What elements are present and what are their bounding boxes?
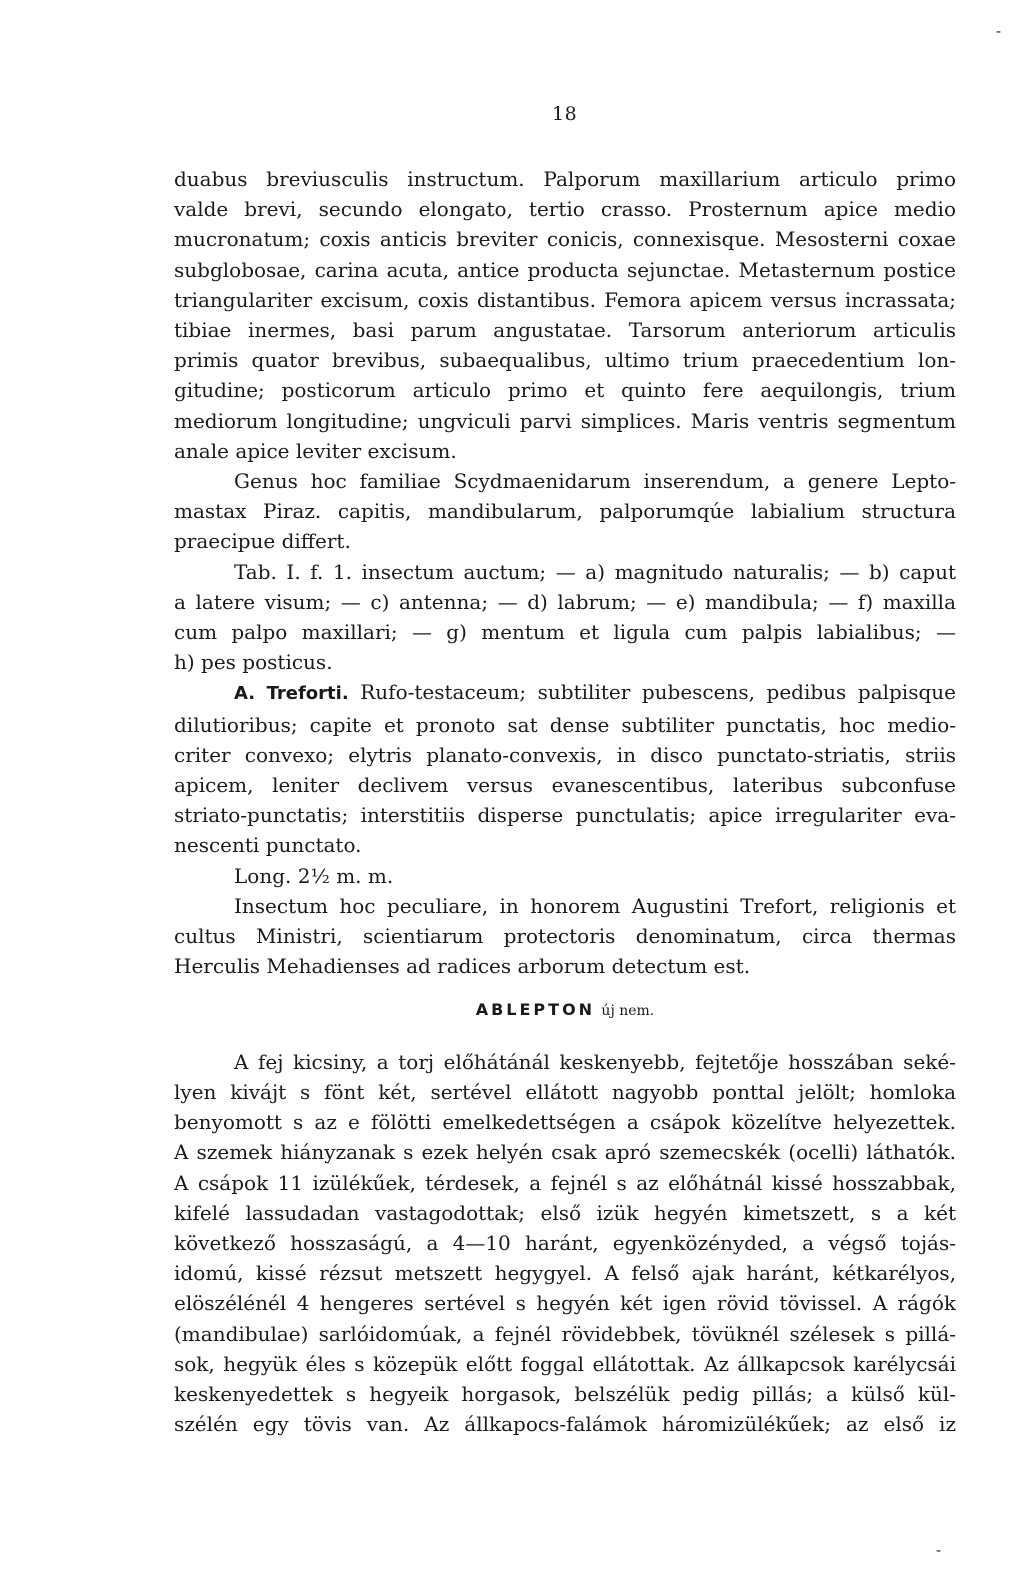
text-line: idomú, kissé rézsut metszett hegygyel. A felső ajak haránt, kétkarélyos,	[174, 1261, 956, 1286]
paragraph-dedication	[174, 891, 956, 982]
text-line: szélén egy tövis van. Az állkapocs-falámok háromizülékűek; az első iz	[174, 1412, 956, 1437]
text-line: triangulariter excisum, coxis distantibus. Femora apicem versus incrassata;	[174, 287, 956, 312]
text-line: mediorum longitudine; ungviculi parvi simplices. Maris ventris segmentum	[174, 408, 956, 433]
species-first-line: Rufo-testaceum; subtiliter pubescens, pedibus palpisque	[360, 680, 956, 705]
text-line: következő hosszaságú, a 4—10 haránt, egyenközényded, a végső tojás-	[174, 1230, 956, 1255]
text-line: praecipue differt.	[174, 529, 351, 554]
text-line: cum palpo maxillari; — g) mentum et ligula cum palpis labialibus; —	[174, 620, 956, 645]
text-line: striato-punctatis; interstitiis disperse punctulatis; apice irregulariter eva-	[174, 803, 956, 828]
text-line: sok, hegyük éles s közepük előtt foggal ellátottak. Az állkapcsok karélycsái	[174, 1351, 956, 1376]
text-line: keskenyedettek s hegyeik horgasok, belszélük pedig pillás; a külső kül-	[174, 1381, 956, 1406]
text-line: A szemek hiányzanak s ezek helyén csak apró szemecskék (ocelli) láthatók.	[174, 1140, 956, 1165]
text-line: cultus Ministri, scientiarum protectoris denominatum, circa thermas	[174, 924, 956, 949]
text-line: nescenti punctato.	[174, 833, 362, 858]
genus-heading-title: ABLEPTON	[475, 1000, 596, 1020]
margin-mark: -	[996, 22, 1002, 40]
text-line: lyen kivájt s fönt két, sertével ellátott nagyobb ponttal jelölt; homloka	[174, 1079, 956, 1104]
bottom-mark: -	[936, 1541, 942, 1559]
text-line: elöszélénél 4 hengeres sertével s hegyén két igen rövid tövissel. A rágók	[174, 1291, 956, 1316]
text-line: anale apice leviter excisum.	[174, 438, 457, 463]
genus-heading	[174, 993, 956, 1026]
species-length: Long. 2½ m. m.	[234, 863, 394, 888]
page-body	[174, 164, 956, 1439]
paragraph-plate-legend	[174, 557, 956, 678]
paragraph-hungarian-description	[174, 1047, 956, 1440]
text-line: tibiae inermes, basi parum angustatae. Tarsorum anteriorum articulis	[174, 318, 956, 343]
text-line: kifelé lassudadan vastagodottak; első izük hegyén kimetszett, s a két	[174, 1200, 956, 1225]
text-line: gitudine; posticorum articulo primo et quinto fere aequilongis, trium	[174, 378, 956, 403]
paragraph-species-description	[174, 677, 956, 890]
text-line: Insectum hoc peculiare, in honorem Augustini Trefort, religionis et	[234, 893, 956, 918]
text-line: h) pes posticus.	[174, 650, 333, 675]
text-line: Genus hoc familiae Scydmaenidarum inserendum, a genere Lepto-	[234, 469, 956, 494]
text-line: valde brevi, secundo elongato, tertio crasso. Prosternum apice medio	[174, 197, 956, 222]
text-line: benyomott s az e fölötti emelkedettségen a csápok közelítve helyezettek.	[174, 1110, 956, 1135]
species-name: A. Treforti.	[234, 683, 349, 705]
text-line: criter convexo; elytris planato-convexis, in disco punctato-striatis, striis	[174, 742, 956, 767]
page-number: 18	[552, 103, 578, 125]
text-line: a latere visum; — c) antenna; — d) labrum; — e) mandibula; — f) maxilla	[174, 589, 956, 614]
text-line: subglobosae, carina acuta, antice producta sejunctae. Metasternum postice	[174, 257, 956, 282]
text-line: Tab. I. f. 1. insectum auctum; — a) magnitudo naturalis; — b) caput	[234, 559, 956, 584]
paragraph-genus-comparison	[174, 466, 956, 557]
text-line: mucronatum; coxis anticis breviter conicis, connexisque. Mesosterni coxae	[174, 227, 956, 252]
text-line: Herculis Mehadienses ad radices arborum detectum est.	[174, 954, 751, 979]
text-line: primis quator brevibus, subaequalibus, ultimo trium praecedentium lon-	[174, 348, 956, 373]
paragraph-genus-description	[174, 164, 956, 466]
text-line: A fej kicsiny, a torj előhátánál keskenyebb, fejtetője hosszában seké-	[234, 1049, 956, 1074]
genus-heading-note: új nem.	[601, 1003, 655, 1020]
text-line: duabus breviusculis instructum. Palporum maxillarium articulo primo	[174, 167, 956, 191]
text-line: apicem, leniter declivem versus evanescentibus, lateribus subconfuse	[174, 773, 956, 798]
text-line: (mandibulae) sarlóidomúak, a fejnél rövidebbek, tövüknél szélesek s pillá-	[174, 1321, 956, 1346]
text-line: A csápok 11 izülékűek, térdesek, a fejnél s az előhátnál kissé hosszabbak,	[174, 1170, 956, 1195]
text-line	[174, 677, 956, 709]
text-line: dilutioribus; capite et pronoto sat dense subtiliter punctatis, hoc medio-	[174, 712, 956, 737]
text-line: mastax Piraz. capitis, mandibularum, palporumqúe labialium structura	[174, 499, 956, 524]
